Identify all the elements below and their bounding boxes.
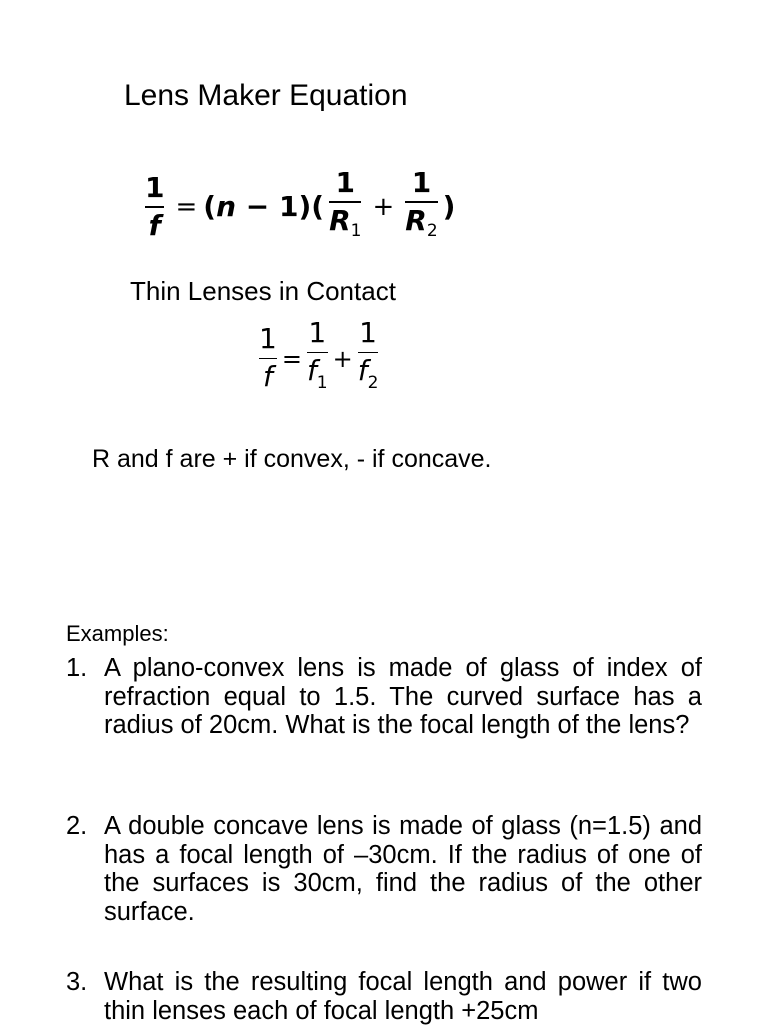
focal1-fraction bbox=[304, 318, 331, 399]
close-paren: ) bbox=[442, 190, 456, 224]
lhs-denominator: f bbox=[148, 208, 161, 242]
lens-maker-equation bbox=[140, 168, 455, 247]
page-title: Lens Maker Equation bbox=[124, 79, 408, 112]
focal2-denominator bbox=[358, 355, 379, 399]
focal2-fraction bbox=[355, 318, 382, 399]
fraction-bar bbox=[259, 358, 277, 359]
radius2-denominator bbox=[405, 205, 437, 247]
fraction-bar bbox=[405, 201, 437, 203]
radius2-symbol: R bbox=[405, 203, 427, 237]
focal1-numerator: 1 bbox=[308, 316, 327, 349]
example-text: What is the resulting focal length and power if two thin lenses each of focal length +25cm bbox=[104, 968, 702, 1025]
lhs-numerator: 1 bbox=[145, 171, 165, 204]
open-paren: ( bbox=[203, 190, 217, 224]
example-number: 3. bbox=[66, 968, 88, 996]
focal1-symbol: f bbox=[306, 354, 317, 388]
focal2-symbol: f bbox=[357, 354, 368, 388]
equals-sign: = bbox=[281, 344, 302, 373]
plus-sign: + bbox=[372, 192, 395, 223]
example-item bbox=[66, 812, 702, 926]
radius2-fraction bbox=[400, 168, 442, 247]
radius1-numerator: 1 bbox=[335, 166, 355, 199]
radius2-numerator: 1 bbox=[411, 166, 432, 199]
example-item bbox=[66, 968, 702, 1025]
focal2-subscript: 2 bbox=[367, 373, 379, 394]
section-subtitle: Thin Lenses in Contact bbox=[130, 276, 396, 306]
examples-heading: Examples: bbox=[66, 621, 169, 646]
example-item bbox=[66, 654, 702, 740]
minus-one: − 1)( bbox=[236, 190, 325, 224]
thin-lenses-equation bbox=[256, 318, 381, 399]
fraction-bar bbox=[358, 352, 379, 353]
radius1-symbol: R bbox=[329, 203, 351, 237]
fraction-bar bbox=[145, 206, 164, 208]
example-number: 2. bbox=[66, 812, 88, 840]
plus-sign: + bbox=[332, 344, 353, 373]
index-variable: n bbox=[216, 190, 237, 224]
lhs-fraction bbox=[256, 324, 280, 393]
index-term bbox=[203, 192, 324, 222]
equals-sign: = bbox=[175, 192, 198, 223]
example-text: A plano-convex lens is made of glass of index of refraction equal to 1.5. The curved surface has a radius of 20cm. What is the focal length of the lens? bbox=[104, 654, 702, 739]
focal1-denominator bbox=[307, 355, 328, 399]
radius2-subscript: 2 bbox=[426, 220, 438, 241]
example-number: 1. bbox=[66, 654, 88, 682]
fraction-bar bbox=[307, 352, 328, 353]
lhs-denominator: f bbox=[262, 360, 273, 394]
sign-convention-text: R and f are + if convex, - if concave. bbox=[92, 445, 492, 473]
radius1-fraction bbox=[324, 168, 366, 247]
example-text: A double concave lens is made of glass (n=1.5) and has a focal length of –30cm. If the radius of one of the surfaces is 30cm, find the radius of the other surface. bbox=[104, 812, 702, 926]
fraction-bar bbox=[329, 201, 361, 203]
lhs-numerator: 1 bbox=[259, 322, 277, 355]
lhs-fraction bbox=[140, 173, 169, 242]
radius1-denominator bbox=[329, 205, 361, 247]
radius1-subscript: 1 bbox=[350, 220, 362, 241]
focal1-subscript: 1 bbox=[316, 373, 328, 394]
focal2-numerator: 1 bbox=[359, 316, 377, 349]
